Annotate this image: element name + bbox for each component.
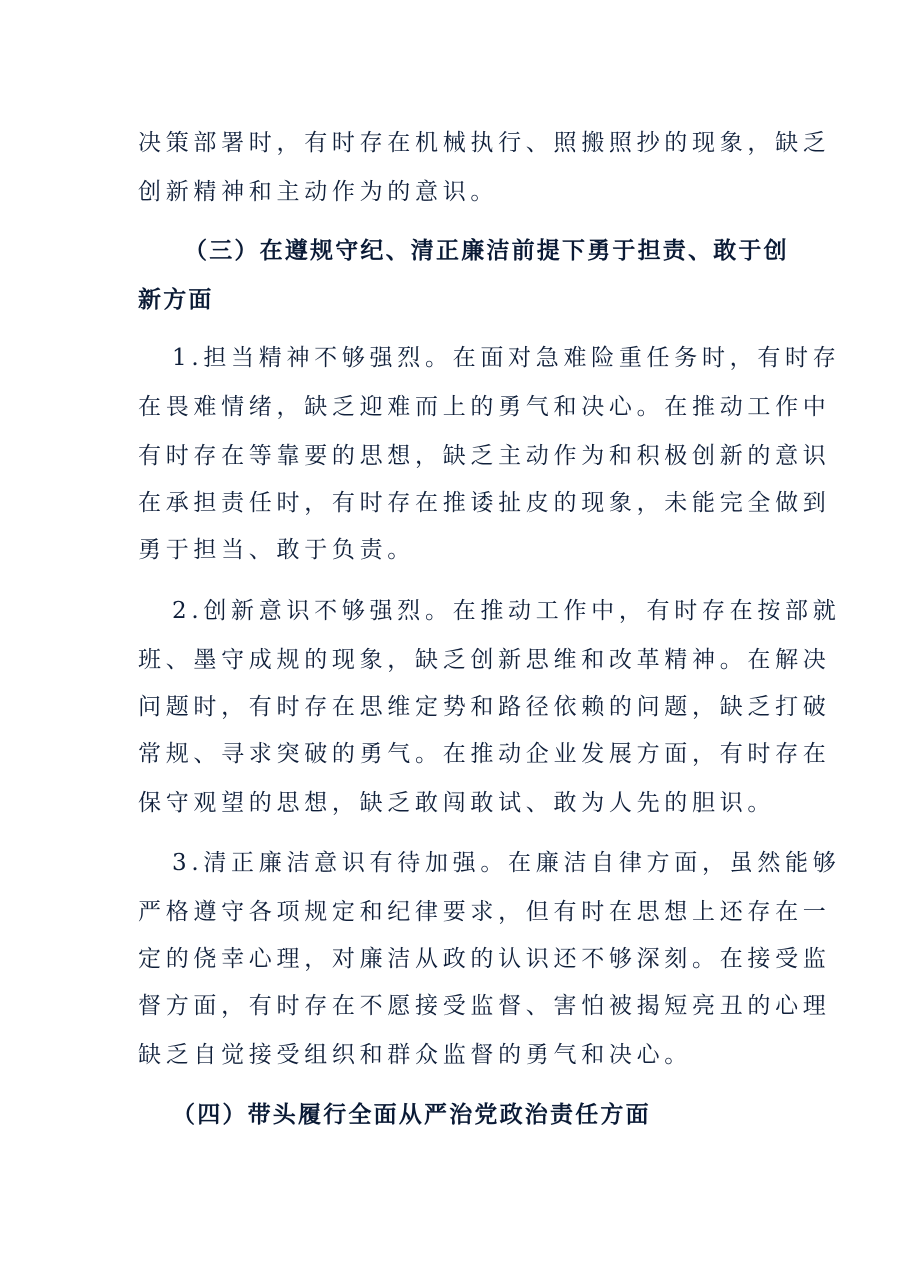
paragraph-1-line: 有时存在等靠要的思想，缺乏主动作为和积极创新的意识	[138, 443, 831, 469]
paragraph-2-line: 保守观望的思想，缺乏敢闯敢试、敢为人先的胆识。	[138, 790, 776, 816]
paragraph-3-line: 缺乏自觉接受组织和群众监督的勇气和决心。	[138, 1042, 692, 1068]
paragraph-3-line: 督方面，有时存在不愿接受监督、害怕被揭短亮丑的心理	[138, 993, 831, 1019]
body-text-line: 创新精神和主动作为的意识。	[138, 179, 499, 205]
paragraph-3-line: 3.清正廉洁意识有待加强。在廉洁自律方面，虽然能够	[172, 850, 841, 876]
body-text-line: 决策部署时，有时存在机械执行、照搬照抄的现象，缺乏	[138, 130, 831, 156]
paragraph-1-line: 在承担责任时，有时存在推诿扯皮的现象，未能完全做到	[138, 490, 831, 516]
paragraph-1-line: 1.担当精神不够强烈。在面对急难险重任务时，有时存	[172, 345, 841, 371]
paragraph-2-line: 常规、寻求突破的勇气。在推动企业发展方面，有时存在	[138, 741, 831, 767]
paragraph-3-line: 定的侥幸心理，对廉洁从政的认识还不够深刻。在接受监	[138, 946, 831, 972]
paragraph-3-line: 严格遵守各项规定和纪律要求，但有时在思想上还存在一	[138, 899, 831, 925]
section-heading-4: （四）带头履行全面从严治党政治责任方面	[172, 1102, 651, 1128]
paragraph-2-line: 问题时，有时存在思维定势和路径依赖的问题，缺乏打破	[138, 694, 831, 720]
section-heading-3-line-1: （三）在遵规守纪、清正廉洁前提下勇于担责、敢于创	[184, 238, 789, 264]
paragraph-2-line: 2.创新意识不够强烈。在推动工作中，有时存在按部就	[172, 598, 841, 624]
paragraph-1-line: 勇于担当、敢于负责。	[138, 537, 415, 563]
paragraph-1-line: 在畏难情绪，缺乏迎难而上的勇气和决心。在推动工作中	[138, 394, 831, 420]
section-heading-3-line-2: 新方面	[138, 287, 214, 313]
paragraph-2-line: 班、墨守成规的现象，缺乏创新思维和改革精神。在解决	[138, 647, 831, 673]
